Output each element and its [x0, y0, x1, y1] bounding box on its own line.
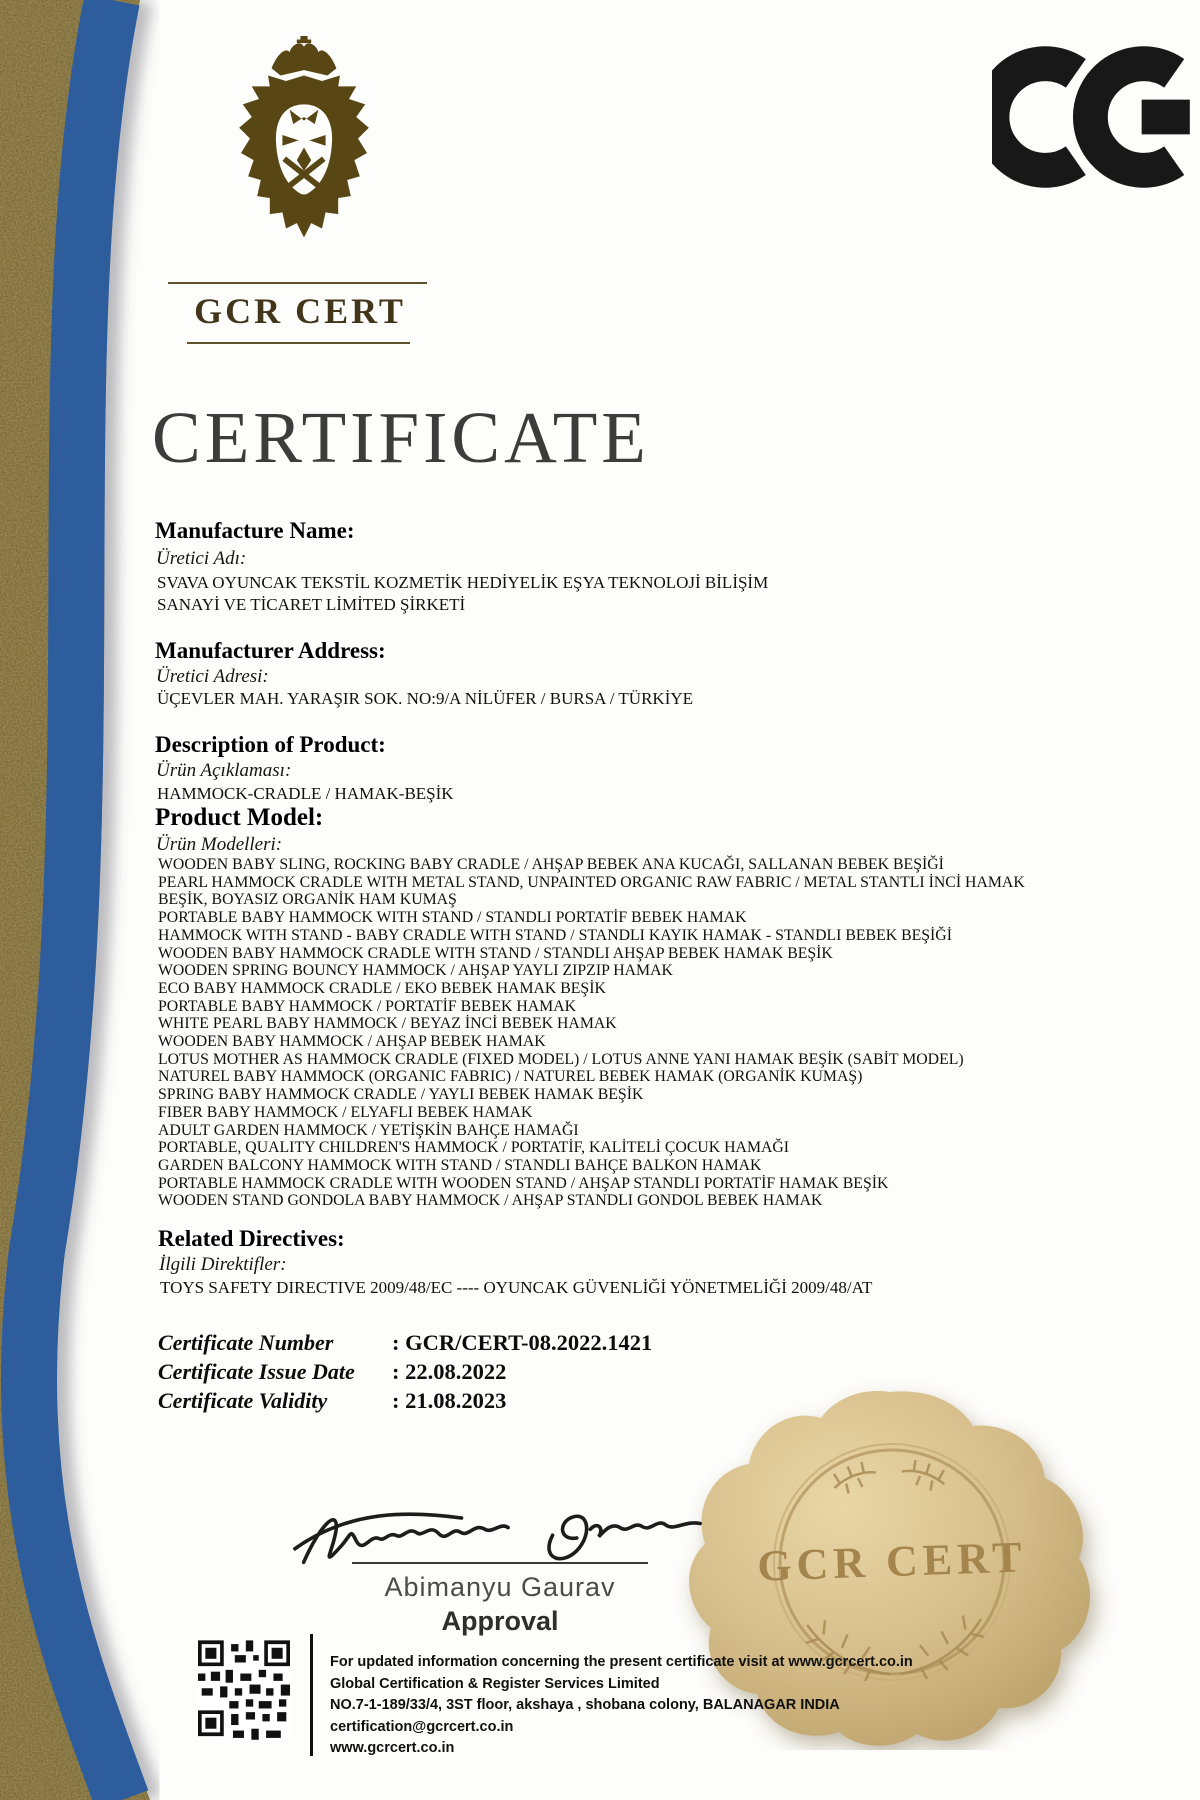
footer-line: www.gcrcert.co.in [330, 1740, 455, 1756]
product-model-line: ECO BABY HAMMOCK CRADLE / EKO BEBEK HAMAK BEŞİK [158, 979, 606, 997]
product-model-line: NATUREL BABY HAMMOCK (ORGANIC FABRIC) / NATUREL BEBEK HAMAK (ORGANİK KUMAŞ) [158, 1068, 863, 1086]
section-lines [157, 783, 454, 805]
section-lines [157, 572, 768, 616]
manufacture-name-line: SVAVA OYUNCAK TEKSTİL KOZMETİK HEDİYELİK EŞYA TEKNOLOJİ BİLİŞİM [157, 573, 769, 592]
logo-rule-bottom [187, 342, 410, 344]
section-subheading: Ürün Modelleri: [156, 834, 283, 855]
product-model-line: WOODEN SPRING BOUNCY HAMMOCK / AHŞAP YAYLI ZIPZIP HAMAK [158, 962, 673, 980]
product-description-line: HAMMOCK-CRADLE / HAMAK-BEŞİK [157, 784, 454, 803]
product-model-line: WOODEN BABY HAMMOCK CRADLE WITH STAND / STANDLI AHŞAP BEBEK HAMAK BEŞİK [158, 944, 833, 962]
footer-info [330, 1652, 913, 1760]
ce-mark-icon [992, 40, 1197, 194]
product-model-line: PORTABLE BABY HAMMOCK WITH STAND / STANDLI PORTATİF BEBEK HAMAK [158, 909, 747, 927]
footer-line: For updated information concerning the present certificate visit at www.gcrcert.co.in [330, 1654, 913, 1670]
section-heading: Description of Product: [155, 732, 386, 757]
product-model-line: WOODEN BABY HAMMOCK / AHŞAP BEBEK HAMAK [158, 1033, 546, 1051]
directive-line: TOYS SAFETY DIRECTIVE 2009/48/EC ---- OYUNCAK GÜVENLİĞİ YÖNETMELİĞİ 2009/48/AT [160, 1278, 873, 1297]
section-heading: Manufacture Name: [155, 518, 355, 543]
certificate-number-label: Certificate Number [158, 1330, 334, 1355]
product-model-line: PORTABLE, QUALITY CHILDREN'S HAMMOCK / PORTATİF, KALİTELİ ÇOCUK HAMAĞI [158, 1139, 790, 1157]
logo-rule-top [168, 282, 427, 284]
product-model-line: PEARL HAMMOCK CRADLE WITH METAL STAND, UNPAINTED ORGANIC RAW FABRIC / METAL STANTLI İNCİ HAMAK [158, 873, 1025, 891]
section-lines [157, 688, 693, 710]
manufacture-name-line: SANAYİ VE TİCARET LİMİTED ŞİRKETİ [157, 595, 466, 614]
page-title: CERTIFICATE [152, 397, 650, 478]
product-model-line: HAMMOCK WITH STAND - BABY CRADLE WITH STAND / STANDLI KAYIK HAMAK - STANDLI BEBEK BEŞİĞİ [158, 926, 952, 944]
qr-code [198, 1640, 290, 1742]
product-model-line: BEŞİK, BOYASIZ ORGANİK HAM KUMAŞ [158, 891, 457, 909]
signature [290, 1476, 710, 1576]
product-model-line: PORTABLE HAMMOCK CRADLE WITH WOODEN STAND / AHŞAP STANDLI PORTATİF HAMAK BEŞİK [158, 1174, 889, 1192]
product-model-list [158, 856, 1025, 1210]
section-subheading: İlgili Direktifler: [159, 1254, 287, 1275]
approver-role: Approval [441, 1606, 559, 1636]
seal-text: GCR CERT [756, 1532, 1028, 1591]
certificate-number-row [158, 1330, 652, 1359]
product-model-line: PORTABLE BABY HAMMOCK / PORTATİF BEBEK HAMAK [158, 997, 577, 1015]
product-model-line: SPRING BABY HAMMOCK CRADLE / YAYLI BEBEK HAMAK BEŞİK [158, 1086, 644, 1104]
section-heading: Related Directives: [158, 1226, 345, 1251]
certificate-issue-date-row [158, 1359, 652, 1388]
product-model-line: WHITE PEARL BABY HAMMOCK / BEYAZ İNCİ BEBEK HAMAK [158, 1015, 617, 1033]
lion-logo-icon [214, 34, 394, 262]
footer-line: NO.7-1-189/33/4, 3ST floor, akshaya , shobana colony, BALANAGAR INDIA [330, 1697, 840, 1713]
section-subheading: Üretici Adresi: [156, 666, 269, 687]
footer-line: certification@gcrcert.co.in [330, 1718, 514, 1735]
footer-divider [310, 1634, 313, 1756]
section-subheading: Ürün Açıklaması: [156, 760, 292, 781]
product-model-line: GARDEN BALCONY HAMMOCK WITH STAND / STANDLI BAHÇE BALKON HAMAK [158, 1156, 762, 1174]
manufacturer-address-line: ÜÇEVLER MAH. YARAŞIR SOK. NO:9/A NİLÜFER / BURSA / TÜRKİYE [157, 689, 694, 708]
certificate-number-value: : GCR/CERT-08.2022.1421 [392, 1330, 653, 1355]
approver-name: Abimanyu Gaurav [384, 1572, 616, 1602]
section-lines [160, 1277, 872, 1299]
certificate-validity-value: : 21.08.2023 [392, 1388, 507, 1413]
section-subheading: Üretici Adı: [156, 548, 247, 569]
certificate-issue-date-label: Certificate Issue Date [158, 1359, 355, 1384]
certificate-details [158, 1330, 652, 1417]
logo-brand-text: GCR CERT [194, 291, 406, 331]
product-model-line: LOTUS MOTHER AS HAMMOCK CRADLE (FIXED MODEL) / LOTUS ANNE YANI HAMAK BEŞİK (SABİT MODEL) [158, 1050, 964, 1068]
certificate-issue-date-value: : 22.08.2022 [392, 1359, 507, 1384]
footer-line: Global Certification & Register Services Limited [330, 1675, 660, 1692]
product-model-line: WOODEN BABY SLING, ROCKING BABY CRADLE / AHŞAP BEBEK ANA KUCAĞI, SALLANAN BEBEK BEŞİĞİ [158, 856, 944, 873]
product-model-line: WOODEN STAND GONDOLA BABY HAMMOCK / AHŞAP STANDLI GONDOL BEBEK HAMAK [158, 1192, 823, 1210]
section-heading: Manufacturer Address: [155, 638, 386, 663]
certificate-validity-row [158, 1388, 652, 1417]
product-model-line: ADULT GARDEN HAMMOCK / YETİŞKİN BAHÇE HAMAĞI [158, 1121, 579, 1139]
certificate-validity-label: Certificate Validity [158, 1388, 328, 1413]
product-model-line: FIBER BABY HAMMOCK / ELYAFLI BEBEK HAMAK [158, 1103, 533, 1121]
section-heading: Product Model: [155, 804, 324, 831]
